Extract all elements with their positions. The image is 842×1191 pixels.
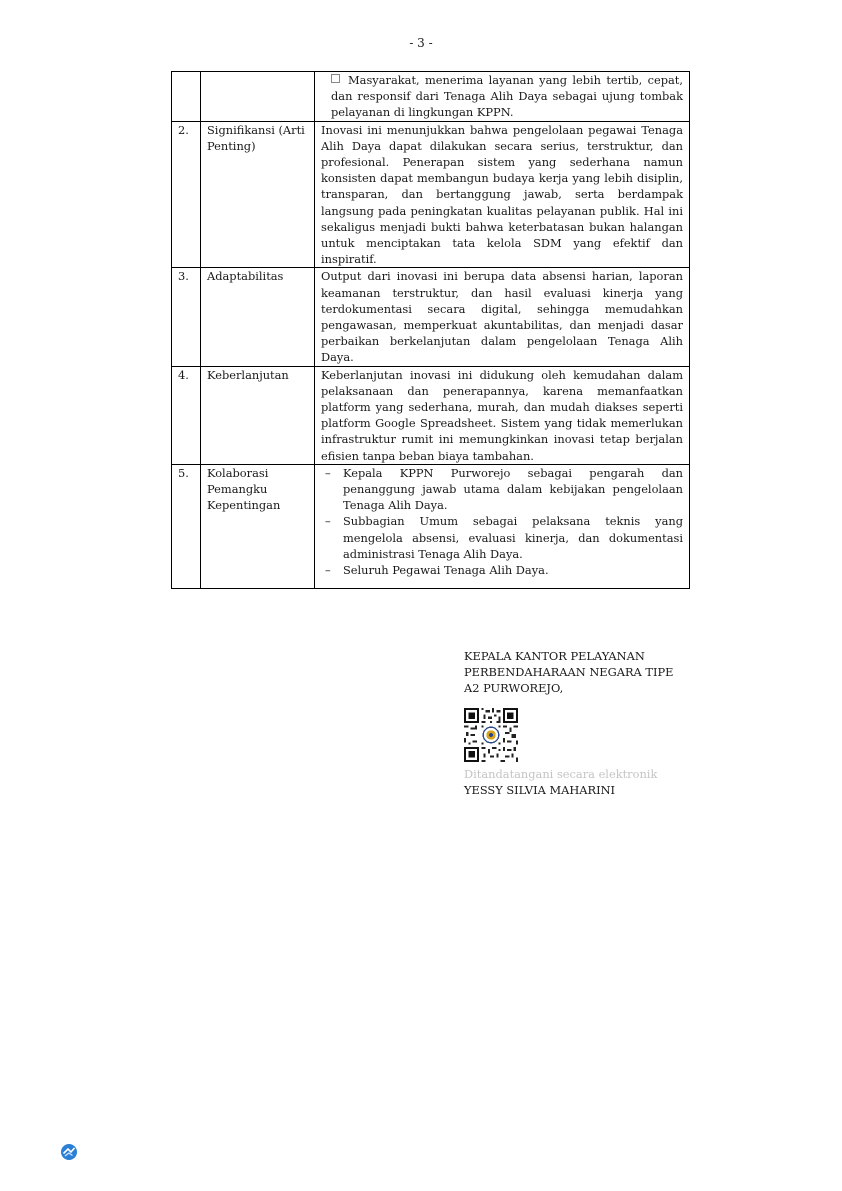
list-item-text: Subbagian Umum sebagai pelaksana teknis yang mengelola absensi, evaluasi kinerja, dan dokumentasi administrasi Tenaga Alih Daya.: [343, 514, 683, 561]
dash-bullet: –: [325, 514, 331, 529]
signatory-title-line: KEPALA KANTOR PELAYANAN: [464, 649, 645, 663]
checkbox-bullet-icon: [331, 74, 340, 83]
aspect-cell: Keberlanjutan: [201, 366, 315, 464]
list-item-text: Kepala KPPN Purworejo sebagai pengarah dan penanggung jawab utama dalam kebijakan pengelolaan Tenaga Alih Daya.: [343, 465, 683, 513]
signatory-name: YESSY SILVIA MAHARINI: [464, 783, 616, 797]
list-item-text: Seluruh Pegawai Tenaga Alih Daya.: [343, 563, 549, 578]
aspect-cell: Signifikansi (Arti Penting): [201, 121, 315, 268]
row-number-cell: 5.: [172, 464, 201, 588]
dash-bullet: –: [325, 563, 331, 578]
row-number-cell: [172, 72, 201, 122]
stakeholder-list: [321, 465, 683, 578]
bsre-logo-icon: [60, 1143, 78, 1161]
table-row: [172, 72, 690, 122]
aspect-cell: [201, 72, 315, 122]
table-row: [172, 121, 690, 268]
aspect-cell: Adaptabilitas: [201, 268, 315, 366]
list-item: [321, 562, 683, 578]
description-cell: [315, 72, 690, 122]
row-number-cell: 4.: [172, 366, 201, 464]
innovation-table: [171, 71, 690, 589]
dash-bullet: –: [325, 465, 331, 480]
row-number-cell: 2.: [172, 121, 201, 268]
table-row: [172, 268, 690, 366]
table-row: [172, 464, 690, 588]
table-row: [172, 366, 690, 464]
list-item: [321, 465, 683, 514]
description-cell: [315, 464, 690, 588]
electronic-signature-note: Ditandatangani secara elektronik: [464, 767, 658, 781]
row-number-cell: 3.: [172, 268, 201, 366]
description-text: Masyarakat, menerima layanan yang lebih tertib, cepat, dan responsif dari Tenaga Alih Daya sebagai ujung tombak pelayanan di lingkungan KPPN.: [331, 73, 683, 120]
description-cell: Keberlanjutan inovasi ini didukung oleh kemudahan dalam pelaksanaan dan penerapannya, karena memanfaatkan platform yang sederhana, murah, dan mudah diakses seperti platform Google Spreadsheet. Sistem yang tidak memerlukan infrastruktur rumit ini memungkinkan inovasi tetap berjalan efisien tanpa beban biaya tambahan.: [315, 366, 690, 464]
signature-block: [464, 648, 684, 798]
description-cell: Inovasi ini menunjukkan bahwa pengelolaan pegawai Tenaga Alih Daya dapat dilakukan secara serius, terstruktur, dan profesional. Penerapan sistem yang sederhana namun konsisten dapat membangun budaya kerja yang lebih disiplin, transparan, dan bertanggung jawab, serta berdampak langsung pada peningkatan kualitas pelayanan publik. Hal ini sekaligus menjadi bukti bahwa keterbatasan bukan halangan untuk menciptakan tata kelola SDM yang efektif dan inspiratif.: [315, 121, 690, 268]
qr-code-icon: [464, 708, 518, 762]
description-cell: Output dari inovasi ini berupa data absensi harian, laporan keamanan terstruktur, dan hasil evaluasi kinerja yang terdokumentasi secara digital, sehingga memudahkan pengawasan, memperkuat akuntabilitas, dan menjadi dasar perbaikan berkelanjutan dalam pengelolaan Tenaga Alih Daya.: [315, 268, 690, 366]
list-item: [321, 513, 683, 562]
signatory-title-line: A2 PURWOREJO,: [464, 681, 564, 695]
aspect-cell: Kolaborasi Pemangku Kepentingan: [201, 464, 315, 588]
page-number: - 3 -: [409, 36, 433, 50]
signatory-title-line: PERBENDAHARAAN NEGARA TIPE: [464, 665, 674, 679]
